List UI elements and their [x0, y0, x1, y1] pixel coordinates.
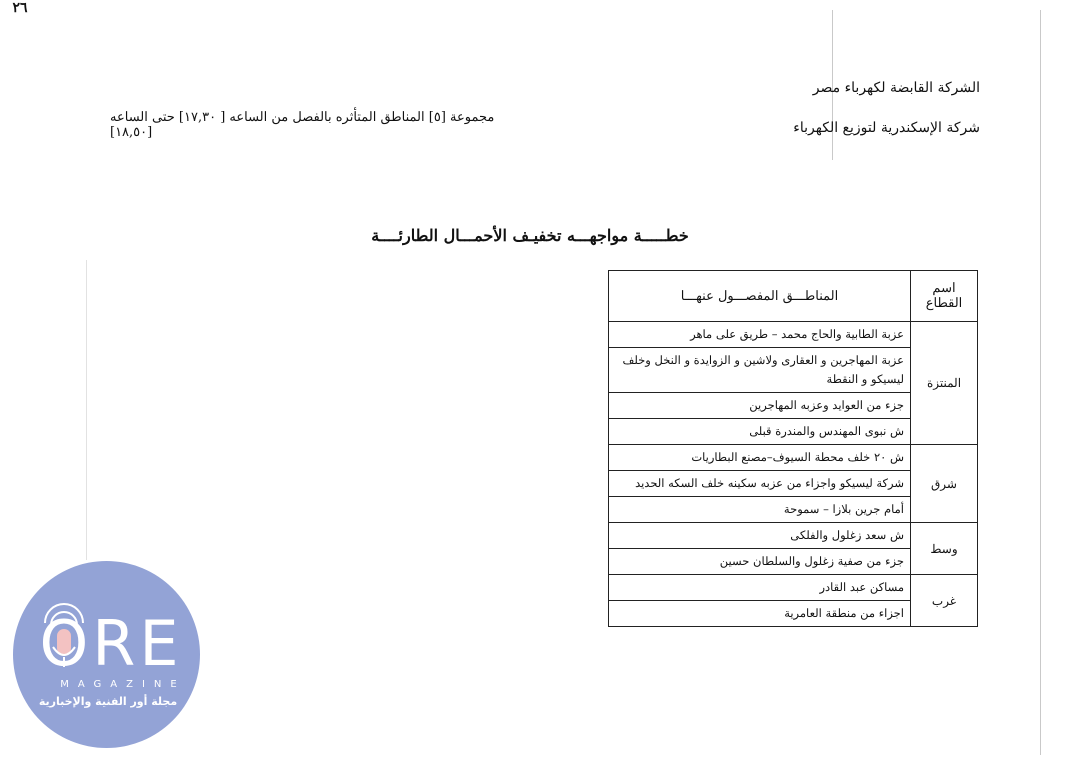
- sector-cell: المنتزة: [911, 322, 978, 445]
- areas-column-header: المناطـــق المفصـــول عنهـــا: [609, 271, 911, 322]
- area-cell: أمام جرين بلازا – سموحة: [609, 497, 911, 523]
- area-cell: ش نبوى المهندس والمندرة قبلى: [609, 419, 911, 445]
- area-cell: عزبة المهاجرين و العقارى ولاشين و الزوايدة و النخل وخلف ليسيكو و النقطة: [609, 348, 911, 393]
- area-cell: اجزاء من منطقة العامرية: [609, 601, 911, 627]
- area-cell: شركة ليسيكو واجزاء من عزبه سكينه خلف السكه الحديد: [609, 471, 911, 497]
- sector-cell: وسط: [911, 523, 978, 575]
- table-row: [609, 523, 978, 549]
- logo-brand-text: ORE: [39, 607, 183, 680]
- group-schedule-line: مجموعة [٥] المناطق المتأثره بالفصل من الساعه [ ١٧,٣٠] حتى الساعه [١٨,٥٠]: [110, 110, 495, 140]
- scan-edge-line: [86, 260, 87, 560]
- ore-magazine-logo: [13, 561, 200, 748]
- scan-edge-line: [1040, 10, 1041, 755]
- area-cell: جزء من صفية زغلول والسلطان حسين: [609, 549, 911, 575]
- area-cell: جزء من العوايد وعزبه المهاجرين: [609, 393, 911, 419]
- sector-cell: غرب: [911, 575, 978, 627]
- logo-subtitle-text: MAGAZINE: [60, 679, 186, 690]
- table-header-row: [609, 271, 978, 322]
- logo-arabic-name: مجلة أور الفنية والإخبارية: [38, 695, 178, 708]
- area-cell: ش سعد زغلول والفلكى: [609, 523, 911, 549]
- load-shedding-table: [608, 270, 978, 627]
- company-name-alexandria: شركة الإسكندرية لتوزيع الكهرباء: [793, 120, 980, 136]
- table-row: [609, 575, 978, 601]
- area-cell: عزبة الطابية والحاج محمد – طريق على ماهر: [609, 322, 911, 348]
- sector-column-header: اسم القطاع: [911, 271, 978, 322]
- sector-cell: شرق: [911, 445, 978, 523]
- table-row: [609, 445, 978, 471]
- table-row: [609, 322, 978, 348]
- document-title: خطـــــة مواجهـــه تخفيـف الأحمـــال الطارئــــة: [371, 226, 689, 245]
- area-cell: مساكن عبد القادر: [609, 575, 911, 601]
- company-name-holding: الشركة القابضة لكهرباء مصر: [812, 80, 980, 96]
- page-number: ٢٦: [12, 0, 28, 16]
- area-cell: ش ٢٠ خلف محطة السيوف–مصنع البطاريات: [609, 445, 911, 471]
